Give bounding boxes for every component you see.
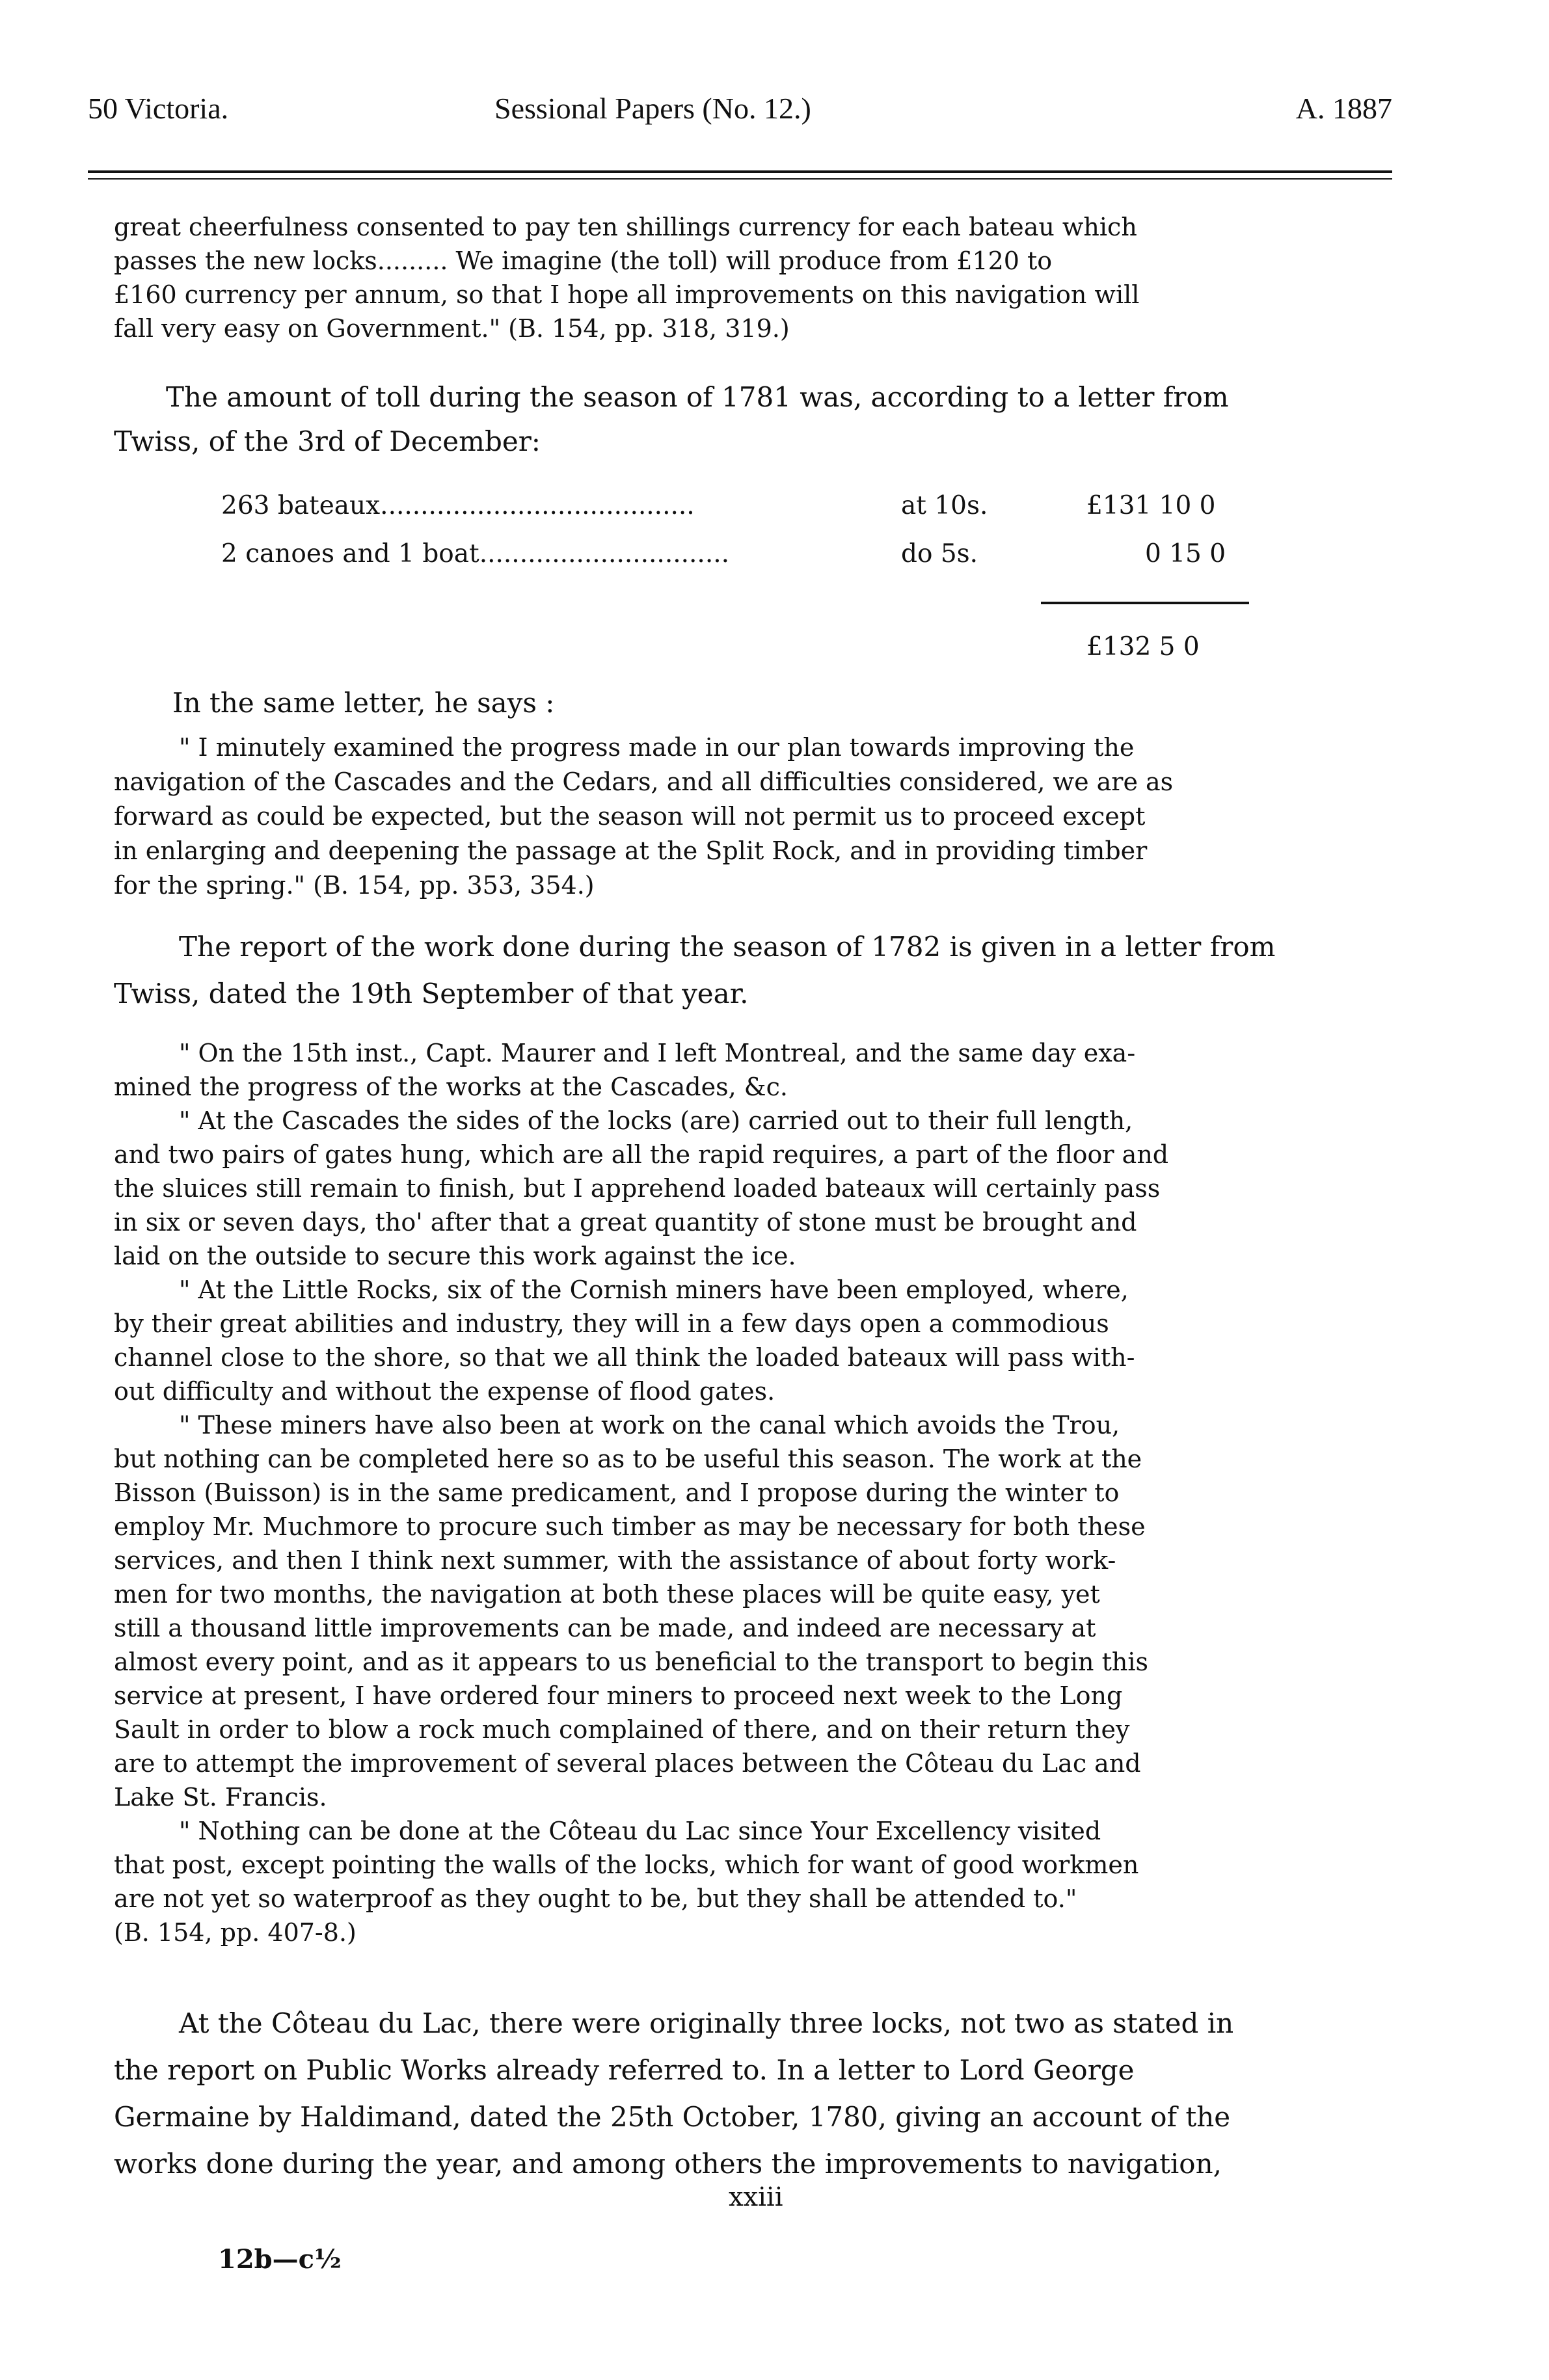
text-line: men for two months, the navigation at both these places will be quite easy, yet — [114, 1580, 1100, 1609]
text-line: The report of the work done during the season of 1782 is given in a letter from — [179, 931, 1276, 963]
header-volume: 50 Victoria. — [88, 92, 229, 125]
text-line: still a thousand little improvements can be made, and indeed are necessary at — [114, 1614, 1096, 1642]
toll-row-amount: 0 15 0 — [1145, 539, 1226, 568]
text-line: Bisson (Buisson) is in the same predicament, and I propose during the winter to — [114, 1478, 1120, 1507]
text-line: that post, except pointing the walls of the locks, which for want of good workmen — [114, 1851, 1139, 1879]
text-line: (B. 154, pp. 407-8.) — [114, 1918, 357, 1947]
text-line: The amount of toll during the season of 1781 was, according to a letter from — [166, 381, 1229, 413]
text-line: navigation of the Cascades and the Cedars, and all difficulties considered, we are as — [114, 768, 1174, 796]
text-line: by their great abilities and industry, they will in a few days open a commodious — [114, 1309, 1109, 1338]
header-year: A. 1887 — [1295, 92, 1392, 125]
toll-row-rate: at 10s. — [901, 491, 988, 520]
text-line: £160 currency per annum, so that I hope all improvements on this navigation will — [114, 280, 1140, 309]
text-line: passes the new locks......... We imagine (the toll) will produce from £120 to — [114, 247, 1053, 275]
text-line: channel close to the shore, so that we all think the loaded bateaux will pass with- — [114, 1343, 1135, 1372]
text-line: " On the 15th inst., Capt. Maurer and I left Montreal, and the same day exa- — [179, 1039, 1136, 1067]
text-line: are not yet so waterproof as they ought to be, but they shall be attended to." — [114, 1884, 1077, 1913]
text-line: mined the progress of the works at the Cascades, &c. — [114, 1073, 788, 1101]
text-line: for the spring." (B. 154, pp. 353, 354.) — [114, 871, 595, 900]
total-rule — [1041, 602, 1249, 604]
toll-row-amount: £131 10 0 — [1086, 491, 1216, 520]
header-title: Sessional Papers (No. 12.) — [494, 92, 811, 125]
text-line: services, and then I think next summer, with the assistance of about forty work- — [114, 1546, 1116, 1575]
toll-row-item: 263 bateaux....................................... — [221, 491, 695, 520]
toll-row-item: 2 canoes and 1 boat............................... — [221, 539, 730, 568]
text-line: service at present, I have ordered four miners to proceed next week to the Long — [114, 1681, 1123, 1710]
text-line: Sault in order to blow a rock much complained of there, and on their return they — [114, 1715, 1130, 1744]
text-line: and two pairs of gates hung, which are all the rapid requires, a part of the floor and — [114, 1140, 1169, 1169]
text-line: fall very easy on Government." (B. 154, pp. 318, 319.) — [114, 314, 790, 343]
text-line: employ Mr. Muchmore to procure such timber as may be necessary for both these — [114, 1512, 1146, 1541]
text-line: works done during the year, and among others the improvements to navigation, — [114, 2148, 1222, 2180]
text-line: " Nothing can be done at the Côteau du Lac since Your Excellency visited — [179, 1817, 1101, 1845]
text-line: in enlarging and deepening the passage at the Split Rock, and in providing timber — [114, 836, 1148, 865]
text-line: out difficulty and without the expense of flood gates. — [114, 1377, 775, 1406]
text-line: " I minutely examined the progress made in our plan towards improving the — [179, 733, 1135, 762]
page-number: xxiii — [729, 2182, 783, 2212]
text-line: are to attempt the improvement of several places between the Côteau du Lac and — [114, 1749, 1141, 1778]
text-line: In the same letter, he says : — [172, 687, 555, 719]
running-header — [88, 91, 1392, 143]
text-line: forward as could be expected, but the season will not permit us to proceed except — [114, 802, 1146, 831]
text-line: laid on the outside to secure this work against the ice. — [114, 1242, 796, 1270]
text-line: Germaine by Haldimand, dated the 25th October, 1780, giving an account of the — [114, 2101, 1231, 2133]
text-line: Twiss, dated the 19th September of that year. — [114, 978, 749, 1009]
text-line: Twiss, of the 3rd of December: — [114, 425, 541, 457]
toll-row-rate: do 5s. — [901, 539, 978, 568]
text-line: almost every point, and as it appears to us beneficial to the transport to begin this — [114, 1648, 1148, 1676]
text-line: in six or seven days, tho' after that a great quantity of stone must be brought and — [114, 1208, 1137, 1237]
toll-total: £132 5 0 — [1086, 632, 1200, 662]
printer-signature: 12b—c½ — [218, 2244, 342, 2275]
text-line: great cheerfulness consented to pay ten shillings currency for each bateau which — [114, 213, 1137, 241]
text-line: At the Côteau du Lac, there were originally three locks, not two as stated in — [179, 2007, 1234, 2039]
header-rule-thick — [88, 170, 1392, 173]
text-line: the sluices still remain to finish, but I apprehend loaded bateaux will certainly pass — [114, 1174, 1161, 1203]
header-rule-thin — [88, 178, 1392, 180]
text-line: but nothing can be completed here so as to be useful this season. The work at the — [114, 1445, 1142, 1473]
text-line: the report on Public Works already referred to. In a letter to Lord George — [114, 2054, 1135, 2086]
text-line: " These miners have also been at work on the canal which avoids the Trou, — [179, 1411, 1120, 1439]
text-line: Lake St. Francis. — [114, 1783, 327, 1812]
text-line: " At the Cascades the sides of the locks (are) carried out to their full length, — [179, 1106, 1133, 1135]
text-line: " At the Little Rocks, six of the Cornish miners have been employed, where, — [179, 1276, 1129, 1304]
